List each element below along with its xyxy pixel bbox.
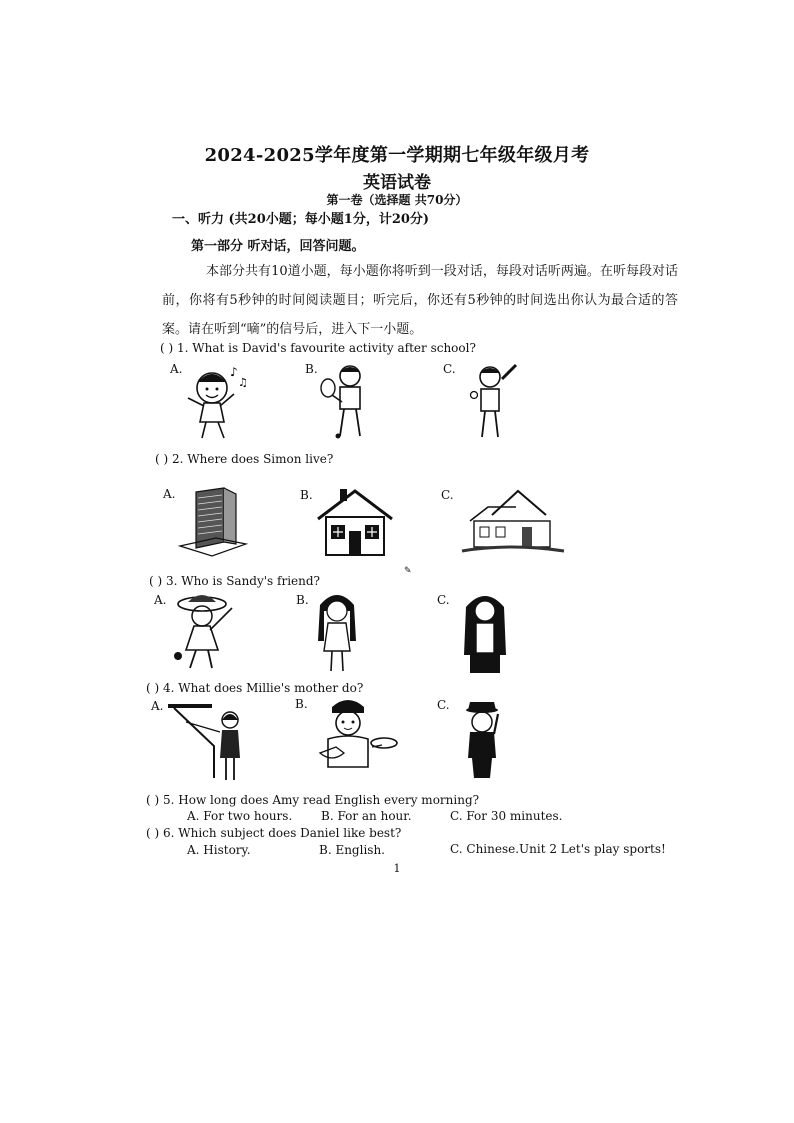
page-number: 1 [393, 862, 401, 875]
question-text: 4. What does Millie's mother do? [163, 681, 364, 695]
answer-bracket[interactable]: ( ) [160, 341, 174, 355]
teacher-picture[interactable] [166, 702, 250, 782]
option-c[interactable]: C. For 30 minutes. [450, 809, 563, 823]
answer-bracket[interactable]: ( ) [149, 574, 163, 588]
option-label-b[interactable]: B. [295, 697, 308, 711]
option-label-a[interactable]: A. [163, 487, 176, 501]
question-6 [146, 826, 401, 840]
option-label-c[interactable]: C. [443, 362, 456, 376]
girl-with-hat-picture[interactable] [168, 590, 248, 674]
section-instructions: 本部分共有10道小题，每小题你将听到一段对话，每段对话听两遍。在听每段对话前，你将有5秒钟的时间阅读题目；听完后，你还有5秒钟的时间选出你认为最合适的答案。请在听到“嘀”的信号后，进入下一小题。 [162, 264, 678, 337]
exam-title: 2024-2025学年度第一学期期七年级年级月考 [204, 145, 590, 166]
option-label-b[interactable]: B. [305, 362, 318, 376]
question-5 [146, 793, 479, 807]
option-label-b[interactable]: B. [300, 488, 313, 502]
question-2 [155, 452, 333, 466]
small-house-picture[interactable] [314, 487, 396, 559]
option-a[interactable]: A. For two hours. [187, 809, 293, 823]
answer-bracket[interactable]: ( ) [146, 826, 160, 840]
exam-subtitle: 英语试卷 [363, 173, 431, 193]
police-officer-picture[interactable] [458, 698, 506, 780]
option-a[interactable]: A. History. [187, 843, 251, 857]
part-heading: 第一卷（选择题 共70分） [326, 193, 468, 207]
question-1 [160, 341, 476, 355]
option-label-a[interactable]: A. [151, 699, 164, 713]
question-3 [149, 574, 320, 588]
music-note-icon: ♪ [230, 365, 238, 379]
tennis-boy-picture[interactable] [318, 362, 374, 442]
question-text: 2. Where does Simon live? [172, 452, 334, 466]
singing-child-picture[interactable] [178, 364, 250, 442]
girl-dark-hair-picture[interactable] [462, 591, 508, 675]
answer-bracket[interactable]: ( ) [146, 681, 160, 695]
option-b[interactable]: B. For an hour. [321, 809, 412, 823]
option-label-a[interactable]: A. [154, 593, 167, 607]
question-text: 3. Who is Sandy's friend? [166, 574, 320, 588]
section-subheading: 第一部分 听对话，回答问题。 [191, 239, 365, 254]
option-label-c[interactable]: C. [437, 593, 450, 607]
country-house-picture[interactable] [460, 487, 566, 559]
girl-long-hair-picture[interactable] [314, 591, 360, 673]
answer-bracket[interactable]: ( ) [155, 452, 169, 466]
option-b[interactable]: B. English. [319, 843, 385, 857]
svg-text:♫: ♫ [238, 376, 248, 389]
question-text: 5. How long does Amy read English every morning? [163, 793, 480, 807]
cook-picture[interactable] [314, 697, 398, 771]
tall-building-picture[interactable] [176, 486, 248, 558]
option-label-c[interactable]: C. [437, 698, 450, 712]
baseball-boy-picture[interactable] [466, 361, 522, 441]
option-c[interactable]: C. Chinese.Unit 2 Let's play sports! [450, 842, 666, 856]
option-label-c[interactable]: C. [441, 488, 454, 502]
stray-mark: ✎ [404, 566, 412, 576]
section-heading: 一、听力 (共20小题；每小题1分，计20分) [172, 212, 430, 227]
option-label-a[interactable]: A. [170, 362, 183, 376]
answer-bracket[interactable]: ( ) [146, 793, 160, 807]
question-4 [146, 681, 363, 695]
option-label-b[interactable]: B. [296, 593, 309, 607]
question-text: 1. What is David's favourite activity after school? [177, 341, 476, 355]
question-text: 6. Which subject does Daniel like best? [163, 826, 402, 840]
